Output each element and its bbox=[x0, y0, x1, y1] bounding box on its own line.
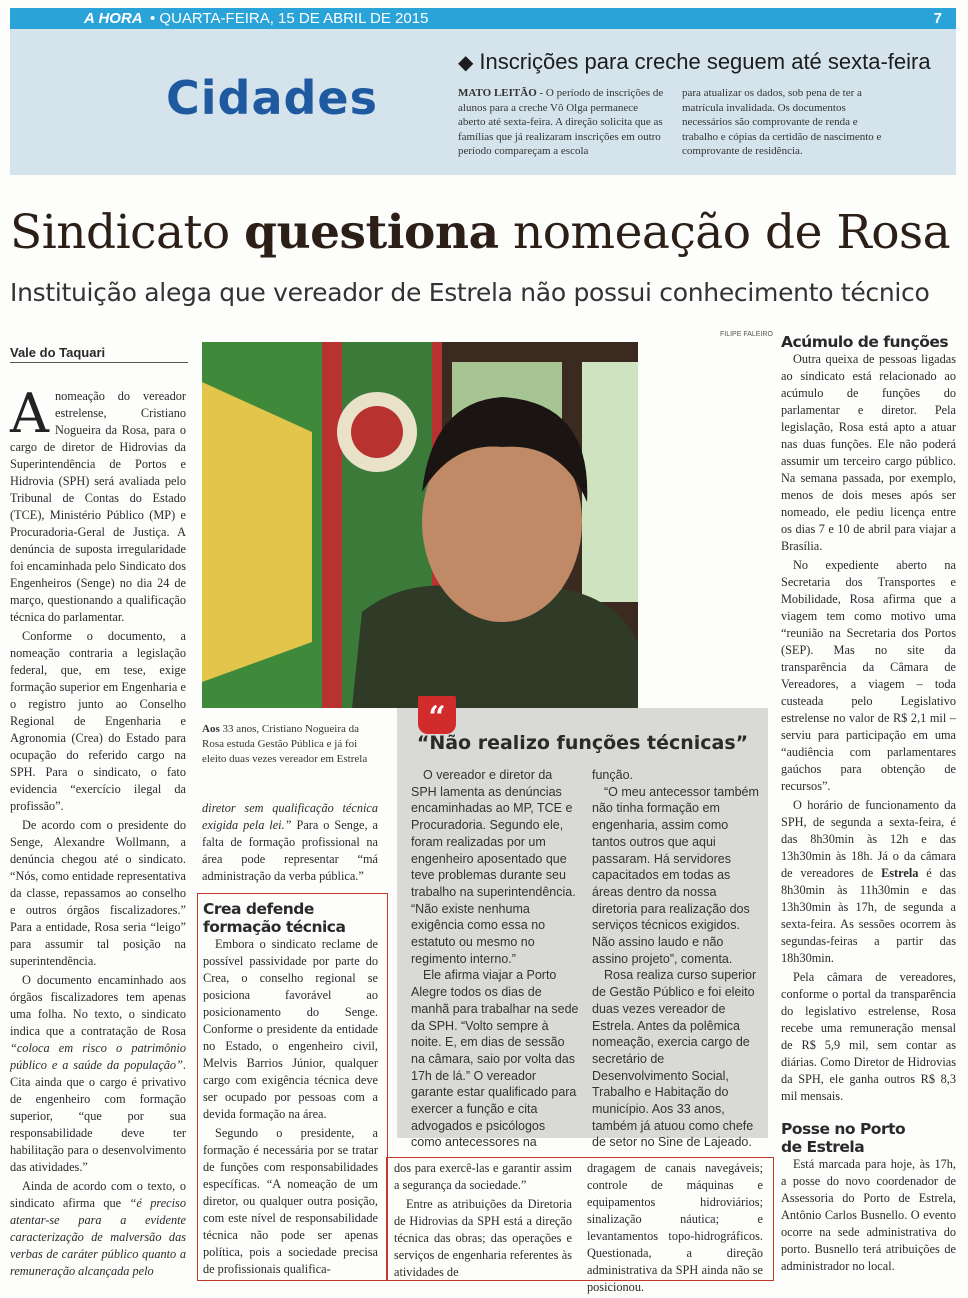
crea-continuation-col-2 bbox=[587, 1160, 763, 1298]
paragraph: O horário de funcionamento da SPH, de segunda a sexta-feira, é das 8h30min às 12h e das 13h30min às 18h. Já o da câmara de vereadores de Estrela é das 8h30min às 11h30min e das 13h30min às 17h, de segunda a sexta-feira. As sessões ocorrem às segundas-feiras a partir das 18h30min. bbox=[781, 798, 956, 965]
page-number: 7 bbox=[933, 10, 942, 27]
paragraph: De acordo com o presidente do Senge, Alexandre Wollmann, a denúncia chegou até o sindicato. “Nós, como entidade representativa da classe, repassamos ao conselho e outros órgãos fiscalizadores.” Para a entidade, Rosa seria “leigo” para assumir tal posição na superintendência. bbox=[10, 818, 186, 968]
paragraph: Conforme o documento, a nomeação contraria a legislação federal, que, em tese, exige formação superior em Engenharia e o registro junto ao Conselho Regional de Engenharia e Agronomia (Crea) do Estado para ocupação do referido cargo na SPH. Para o sindicato, o fato evidencia “exercício ilegal da profissão”. bbox=[10, 629, 186, 813]
paragraph: função. bbox=[592, 768, 634, 782]
brief-lead: MATO LEITÃO bbox=[458, 87, 537, 99]
acumulo-title: Acúmulo de funções bbox=[781, 333, 949, 351]
paragraph: Ainda de acordo com o texto, o sindicato afirma que “é preciso atentar-se para a evidente caracterização de malversão das verbas de caráter público quanto a remuneração alcançada pelo bbox=[10, 1179, 186, 1278]
paragraph: Rosa realiza curso superior de Gestão Público e foi eleito duas vezes vereador de Estrela. Antes da polêmica nomeação, exercia cargo de secretário de Desenvolvimento Social, Trabalho e Habitação do município. Aos 33 anos, também já atuou como chefe de setor no Sine de Lajeado. bbox=[592, 968, 757, 1150]
portrait-illustration bbox=[202, 342, 638, 708]
paragraph: “O meu antecessor também não tinha formação em engenharia, assim como tantos outros que aqui passaram. Há servidores capacitados em todas as áreas dentro da nossa diretoria para realização dos serviços técnicos exigidos. Não assino laudo e não assino projeto”, comenta. bbox=[592, 784, 759, 966]
article-headline: Sindicato questiona nomeação de Rosa bbox=[10, 205, 951, 260]
paragraph: dragagem de canais navegáveis; controle de máquinas e equipamentos hidroviários; sinalização náutica; e levantamentos topo-hidrográficos. Questionada, a direção administrativa da SPH ainda não se posicionou. bbox=[587, 1161, 763, 1294]
crea-title: Crea defende formação técnica bbox=[203, 900, 346, 936]
photo-credit: FILIPE FALEIRO bbox=[720, 331, 773, 338]
brief-col-1: MATO LEITÃO - O período de inscrições de alunos para a creche Vô Olga permanece aberto até sexta-feira. A direção solicita que as famílias que já realizaram inscrições em outro período compareçam a escola bbox=[458, 87, 664, 157]
paragraph: Pela câmara de vereadores, conforme o portal da transparência do legislativo estrelense, Rosa recebe uma remuneração mensal de R$ 5,9 mil, sem contar as diárias. Como Diretor de Hidrovias da SPH, ele ganha outros R$ 8,3 mil mensais. bbox=[781, 970, 956, 1103]
paragraph: Outra queixa de pessoas ligadas ao sindicato está relacionado ao acúmulo de funções do parlamentar e diretor. Pela legislação, Rosa está apto a atuar nas duas funções. Ele não poderá assumir um terceiro cargo público. Na semana passada, por exemplo, menos de dois meses após ser nomeado, ele pediu licença entre os dias 7 e 10 de abril para viajar a Brasília. bbox=[781, 352, 956, 553]
quote-icon: “ bbox=[418, 696, 456, 734]
paragraph: O vereador e diretor da SPH lamenta as denúncias encaminhadas ao MP, TCE e Procuradoria. Segundo ele, foram realizadas por um engenheiro aposentado que teve problemas durante seu trabalho na superintendência. “Não existe nenhuma exigência como essa no estatuto ou mesmo no regimento interno.” bbox=[411, 768, 576, 966]
paragraph: Anomeação do vereador estrelense, Cristiano Nogueira da Rosa, para o cargo de diretor de Hidrovias da Superintendência de Portos e Hidrovia (SPH) será avaliada pelo Tribunal de Contas do Estado (TCE), Ministério Público (MP) e Procuradoria-Geral de Justiça. A denúncia de suposta irregularidade foi encaminhada pelo Sindicato dos Engenheiros (Senge) no dia 24 de março, questionando a qualificação técnica do parlamentar. bbox=[10, 382, 186, 624]
acumulo-column bbox=[781, 333, 956, 1107]
paragraph: No expediente aberto na Secretaria dos Transportes e Mobilidade, Rosa afirma que a viagem tem como motivo uma “reunião na Secretaria dos Portos (SEP). Mas no site da transparência da Câmara de Vereadores, a viagem – toda custeada pelo Legislativo estrelense no valor de R$ 2,1 mil – serviu para participação em uma “audiência com parlamentares gaúchos para obtenção de recursos”. bbox=[781, 558, 956, 793]
article-col-1 bbox=[10, 382, 186, 1282]
dropcap: A bbox=[10, 382, 49, 445]
section-banner bbox=[10, 29, 956, 175]
paragraph: Entre as atribuições da Diretoria de Hidrovias da SPH está a direção técnica das obras; das operações e serviços de engenharia referentes às atividades de bbox=[394, 1197, 572, 1279]
quote-col-2 bbox=[592, 767, 760, 1151]
paragraph: O documento encaminhado aos órgãos fiscalizadores tem apenas uma folha. No texto, o sindicato indica que a contratação de Rosa “coloca em risco o patrimônio público e a saúde da população”. Cita ainda que o cargo é privativo de engenheiro com formação superior, “que por sua responsabilidade deve ter habilitação para o desenvolvimento das atividades.” bbox=[10, 973, 186, 1174]
quote-col-1 bbox=[411, 767, 579, 1151]
posse-title: Posse no Porto de Estrela bbox=[781, 1120, 906, 1156]
article-subheadline: Instituição alega que vereador de Estrela não possui conhecimento técnico bbox=[10, 278, 930, 307]
paragraph: diretor sem qualificação técnica exigida pela lei.” Para o Senge, a falta de formação profissional na área pode representar “má administração da verba pública.” bbox=[202, 801, 378, 883]
article-photo bbox=[202, 342, 638, 708]
paragraph: dos para exercê-las e garantir assim a segurança da sociedade.” bbox=[394, 1161, 572, 1192]
crea-sidebar bbox=[203, 900, 378, 1280]
brief-body bbox=[458, 86, 888, 159]
paragraph: Ele afirma viajar a Porto Alegre todos os dias de manhã para trabalhar na sede da SPH. “Volto sempre à noite. E, em dias de sessão na câmara, saio por volta das 17h de lá.” O vereador garante estar qualificado para exercer a função e cita advogados e psicólogos como antecessores na bbox=[411, 968, 579, 1150]
page-header-bar bbox=[10, 8, 956, 29]
byline: Vale do Taquari bbox=[10, 345, 188, 363]
quote-title: “Não realizo funções técnicas” bbox=[416, 732, 749, 754]
article-col-2 bbox=[202, 800, 378, 887]
section-title: Cidades bbox=[166, 71, 379, 125]
crea-continuation-col-1 bbox=[394, 1160, 572, 1283]
newspaper-brand: A HORA bbox=[84, 10, 143, 27]
photo-caption: Aos 33 anos, Cristiano Nogueira da Rosa estuda Gestão Pública e já foi eleito duas vezes vereador em Estrela bbox=[202, 723, 368, 765]
brief-headline: ◆ Inscrições para creche seguem até sexta-feira bbox=[458, 49, 931, 74]
paragraph: Está marcada para hoje, às 17h, a posse do novo coordenador de Assessoria do Porto de Estrela, Antônio Carlos Busnello. O evento ocorre na sede administrativa do porto. Busnello terá atribuições de administrador no local. bbox=[781, 1157, 956, 1273]
paragraph: Segundo o presidente, a formação é necessária por se tratar de funções com responsabilidades específicas. “A nomeação de um diretor, ou qualquer outra posição, com este nível de responsabilidade técnica não pode ser apenas política, pois a sociedade precisa de profissionais qualifica- bbox=[203, 1126, 378, 1276]
diamond-icon: ◆ bbox=[458, 52, 474, 74]
paragraph: Embora o sindicato reclame de possível passividade por parte do Crea, o conselho regional se posiciona favorável ao posicionamento do Senge. Conforme o presidente da entidade no Estado, o engenheiro civil, Melvis Barrios Júnior, qualquer cargo com exigência técnica deve ser ocupado por pessoas com a devida formação na área. bbox=[203, 937, 378, 1121]
posse-column bbox=[781, 1120, 956, 1277]
brief-col-2: para atualizar os dados, sob pena de ter a matrícula invalidada. Os documentos necessários são comprovante de renda e trabalho e cópias da certidão de nascimento e comprovante de residência. bbox=[682, 87, 882, 157]
issue-date: • QUARTA-FEIRA, 15 DE ABRIL DE 2015 bbox=[150, 10, 429, 27]
